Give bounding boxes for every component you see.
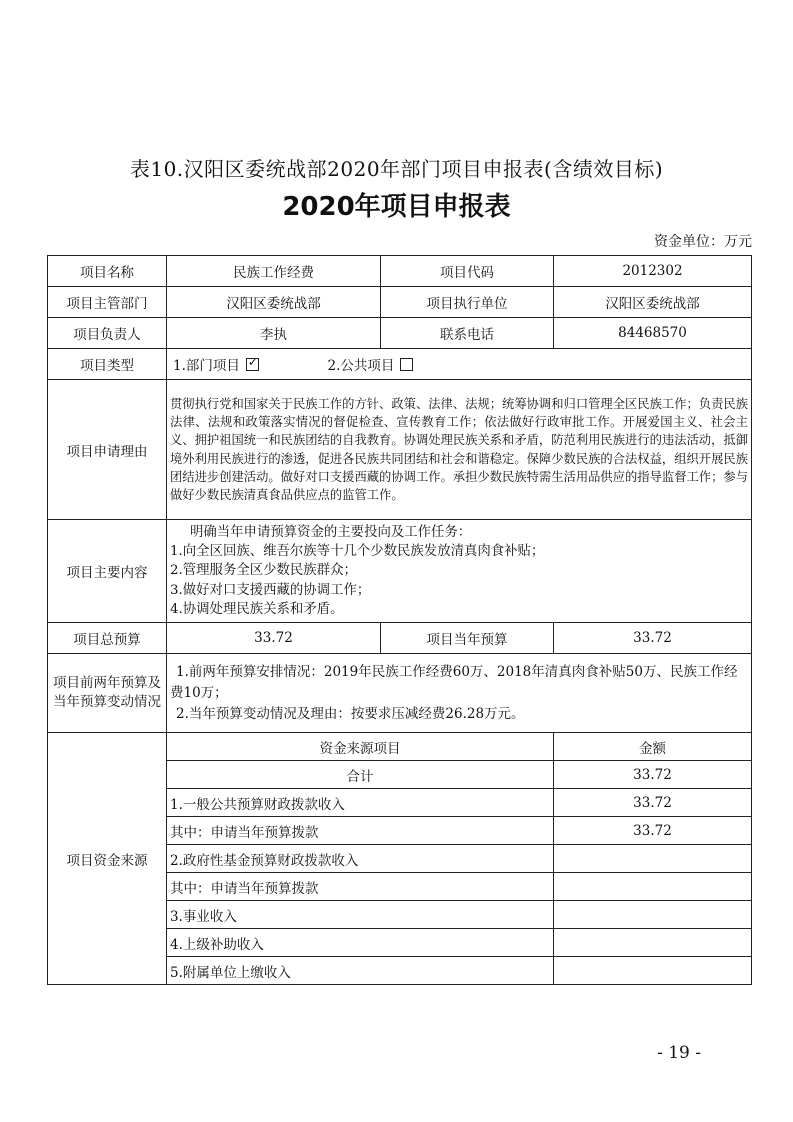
change-line: 1.前两年预算安排情况：2019年民族工作经费60万、2018年清真肉食补贴50万、民族工作经费10万；	[170, 663, 738, 701]
document-caption: 表10.汉阳区委统战部2020年部门项目申报表(含绩效目标)	[129, 157, 664, 181]
content-line: 4.协调处理民族关系和矛盾。	[170, 601, 344, 617]
content-line: 2.管理服务全区少数民族群众；	[170, 563, 357, 579]
year-budget-value: 33.72	[554, 623, 752, 654]
content-text	[167, 520, 752, 623]
funding-item-amount: 33.72	[554, 761, 752, 789]
row-project-name	[48, 256, 752, 287]
total-budget-value: 33.72	[167, 623, 381, 654]
row-department	[48, 287, 752, 318]
content-line: 3.做好对口支援西藏的协调工作；	[170, 582, 371, 598]
code-label: 项目代码	[381, 256, 554, 287]
total-budget-label: 项目总预算	[48, 623, 167, 654]
code-value: 2012302	[554, 256, 752, 287]
funding-item-name: 1.一般公共预算财政拨款收入	[167, 789, 554, 817]
change-label: 项目前两年预算及当年预算变动情况	[48, 654, 167, 733]
content-line: 明确当年申请预算资金的主要投向及工作任务：	[190, 524, 472, 540]
department-project-checkbox[interactable]	[246, 355, 259, 371]
funding-item-name: 5.附属单位上缴收入	[167, 957, 554, 985]
type-option-department: 1.部门项目	[173, 358, 240, 374]
reason-label: 项目申请理由	[48, 380, 167, 520]
content-line: 1.向全区回族、维吾尔族等十几个少数民族发放清真肉食补贴；	[170, 544, 545, 560]
funding-item-name: 2.政府性基金预算财政拨款收入	[167, 845, 554, 873]
name-value: 民族工作经费	[167, 256, 381, 287]
funding-item-name: 4.上级补助收入	[167, 929, 554, 957]
funding-item-name: 3.事业收入	[167, 901, 554, 929]
project-application-table	[47, 255, 752, 985]
funding-item-amount: 33.72	[554, 817, 752, 845]
exec-value: 汉阳区委统战部	[554, 287, 752, 318]
funding-amount-header: 金额	[554, 733, 752, 761]
reason-text: 贯彻执行党和国家关于民族工作的方针、政策、法律、法规；统筹协调和归口管理全区民族工作；负责民族法律、法规和政策落实情况的督促检查、宣传教育工作；依法做好行政审批工作。开展爱国主义、社会主义、拥护祖国统一和民族团结的自我教育。协调处理民族关系和矛盾，防范利用民族进行的违法活动，抵御境外利用民族进行的渗透，促进各民族共同团结和社会和谐稳定。保障少数民族的合法权益，组织开展民族团结进步创建活动。做好对口支援西藏的协调工作。承担少数民族特需生活用品供应的指导监督工作；参与做好少数民族清真食品供应点的监管工作。	[167, 380, 752, 520]
row-content	[48, 520, 752, 623]
funding-label: 项目资金来源	[48, 733, 167, 985]
phone-value: 84468570	[554, 318, 752, 349]
funding-item-name: 其中：申请当年预算拨款	[167, 817, 554, 845]
owner-label: 项目负责人	[48, 318, 167, 349]
checkmark-icon: ✓	[247, 355, 258, 369]
funding-item-name: 其中：申请当年预算拨款	[167, 873, 554, 901]
funding-item-name: 合计	[167, 761, 554, 789]
page-title: 2020年项目申报表	[282, 192, 511, 222]
funding-item-amount	[554, 929, 752, 957]
row-budget-change	[48, 654, 752, 733]
funding-item-amount	[554, 957, 752, 985]
change-text	[167, 654, 752, 733]
type-option-public: 2.公共项目	[327, 358, 395, 374]
unit-note: 资金单位：万元	[654, 234, 752, 250]
row-budget	[48, 623, 752, 654]
content-label: 项目主要内容	[48, 520, 167, 623]
row-project-type	[48, 349, 752, 380]
funding-header-row	[48, 733, 752, 761]
type-options	[167, 349, 752, 380]
exec-label: 项目执行单位	[381, 287, 554, 318]
row-owner	[48, 318, 752, 349]
owner-value: 李执	[167, 318, 381, 349]
funding-item-amount: 33.72	[554, 789, 752, 817]
type-label: 项目类型	[48, 349, 167, 380]
change-line: 2.当年预算变动情况及理由：按要求压减经费26.28万元。	[176, 705, 525, 722]
funding-source-header: 资金来源项目	[167, 733, 554, 761]
funding-item-amount	[554, 901, 752, 929]
dept-label: 项目主管部门	[48, 287, 167, 318]
funding-item-amount	[554, 873, 752, 901]
public-project-checkbox[interactable]	[400, 358, 413, 371]
row-reason	[48, 380, 752, 520]
year-budget-label: 项目当年预算	[381, 623, 554, 654]
dept-value: 汉阳区委统战部	[167, 287, 381, 318]
funding-item-amount	[554, 845, 752, 873]
page-number: - 19 -	[657, 1043, 701, 1063]
phone-label: 联系电话	[381, 318, 554, 349]
name-label: 项目名称	[48, 256, 167, 287]
